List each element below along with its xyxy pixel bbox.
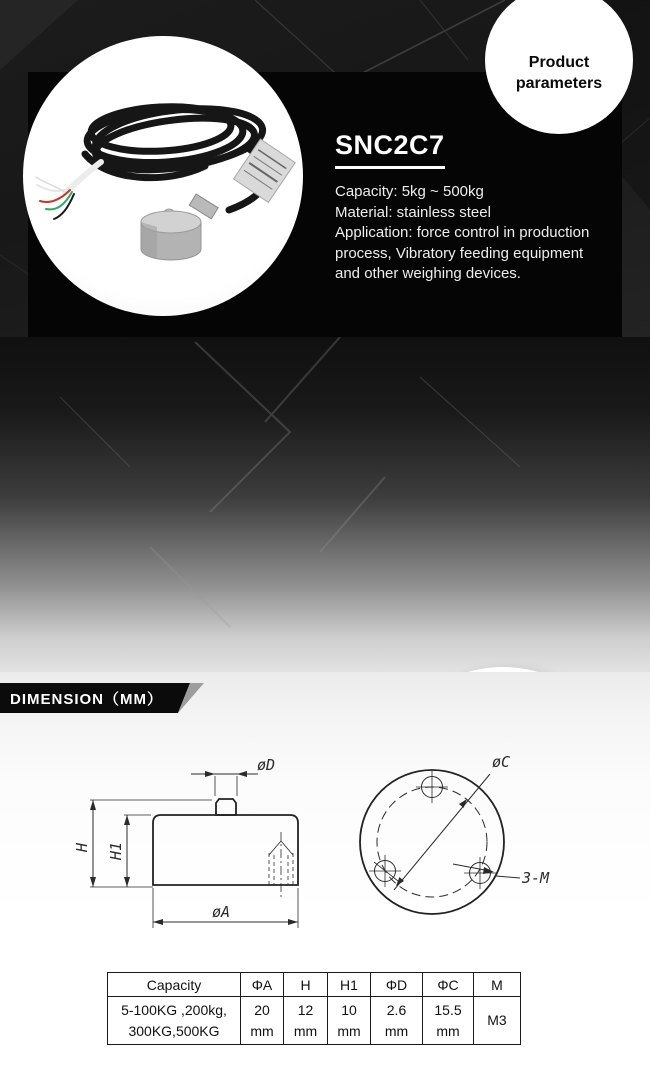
gallery-background-pattern (0, 337, 650, 672)
cell-phiA: 20 mm (241, 997, 284, 1045)
table-header-row (108, 973, 521, 997)
sensor-in-photo (141, 194, 218, 260)
header-H: H (284, 973, 328, 997)
cell-phiC: 15.5 mm (423, 997, 474, 1045)
stripped-wires (36, 162, 101, 219)
dim-label-3M: 3-M (522, 869, 550, 887)
dimension-banner (0, 683, 220, 715)
cell-phiD: 2.6 mm (371, 997, 423, 1045)
dim-label-oD: øD (257, 756, 276, 774)
dim-label-oC: øC (492, 753, 511, 771)
bolt-holes (369, 771, 496, 889)
load-cell-with-cable-photo (23, 36, 303, 316)
cell-M: M3 (474, 997, 521, 1045)
dimension-table (107, 972, 521, 1045)
gallery-section (0, 337, 650, 672)
table-row (108, 997, 521, 1045)
side-view-drawing (60, 740, 340, 940)
header-capacity: Capacity (108, 973, 241, 997)
dim-label-oA: øA (212, 903, 231, 921)
product-title: SNC2C7 (335, 130, 445, 169)
badge-line2: parameters (515, 75, 603, 92)
cell-capacity: 5-100KG ,200kg, 300KG,500KG (108, 997, 241, 1045)
header-phiA: ΦA (241, 973, 284, 997)
spec-line: Capacity: 5kg ~ 500kg (335, 183, 484, 200)
product-specs (335, 182, 615, 285)
spec-line: process, Vibratory feeding equipment (335, 244, 584, 262)
cell-H1: 10 mm (328, 997, 371, 1045)
spec-line: Material: stainless steel (335, 203, 491, 221)
dimension-section (0, 672, 650, 1079)
header-phiD: ΦD (371, 973, 423, 997)
top-view-drawing (350, 740, 600, 940)
cell-H: 12 mm (284, 997, 328, 1045)
banner-title: DIMENSION（MM） (10, 691, 163, 708)
top-section (0, 0, 650, 337)
dim-label-H1: H1 (107, 841, 125, 860)
spec-line: Application: force control in production (335, 224, 590, 241)
header-H1: H1 (328, 973, 371, 997)
header-M: M (474, 973, 521, 997)
header-phiC: ΦC (423, 973, 474, 997)
dim-label-H: H (73, 842, 91, 852)
badge-line1: Product (528, 54, 590, 71)
spec-line: and other weighing devices. (335, 265, 521, 282)
product-photo (23, 36, 303, 316)
